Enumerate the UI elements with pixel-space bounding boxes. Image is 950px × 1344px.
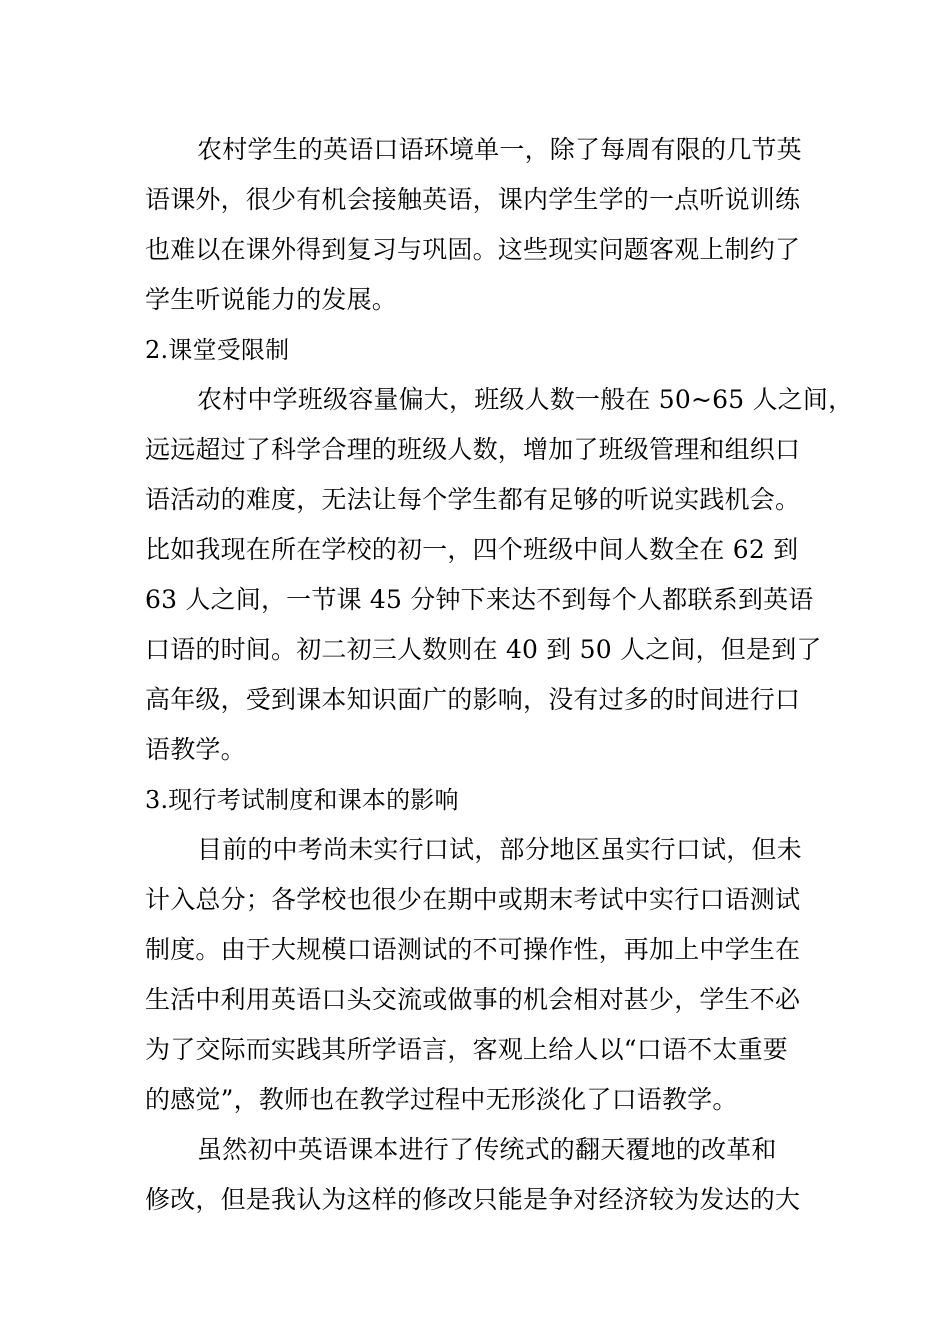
text-line: 修改，但是我认为这样的修改只能是争对经济较为发达的大: [145, 1185, 801, 1214]
text-line: 生活中利用英语口头交流或做事的机会相对甚少，学生不必: [145, 985, 801, 1014]
text-line: 学生听说能力的发展。: [145, 285, 398, 314]
text-line: 计入总分；各学校也很少在期中或期末考试中实行口语测试: [145, 885, 801, 914]
text-line: 农村中学班级容量偏大，班级人数一般在 50~65 人之间，: [197, 385, 854, 414]
text-line: 虽然初中英语课本进行了传统式的翻天覆地的改革和: [197, 1135, 777, 1164]
text-line: 的感觉”，教师也在教学过程中无形淡化了口语教学。: [145, 1085, 738, 1114]
text-line: 语教学。: [145, 735, 246, 764]
section-heading-classroom: 2.课堂受限制: [145, 336, 290, 364]
text-line: 为了交际而实践其所学语言，客观上给人以“口语不太重要: [145, 1035, 788, 1064]
text-line: 也难以在课外得到复习与巩固。这些现实问题客观上制约了: [145, 235, 801, 264]
text-line: 63 人之间，一节课 45 分钟下来达不到每个人都联系到英语: [145, 585, 814, 614]
section-heading-exam-system: 3.现行考试制度和课本的影响: [145, 786, 459, 814]
text-line: 农村学生的英语口语环境单一，除了每周有限的几节英: [197, 135, 802, 164]
text-line: 比如我现在所在学校的初一，四个班级中间人数全在 62 到: [145, 535, 799, 564]
text-line: 语课外，很少有机会接触英语，课内学生学的一点听说训练: [145, 185, 801, 214]
text-line: 制度。由于大规模口语测试的不可操作性，再加上中学生在: [145, 935, 801, 964]
text-line: 高年级，受到课本知识面广的影响，没有过多的时间进行口: [145, 685, 801, 714]
text-line: 目前的中考尚未实行口试，部分地区虽实行口试，但未: [197, 835, 802, 864]
text-line: 语活动的难度，无法让每个学生都有足够的听说实践机会。: [145, 485, 801, 514]
text-line: 远远超过了科学合理的班级人数，增加了班级管理和组织口: [145, 435, 801, 464]
text-line: 口语的时间。初二初三人数则在 40 到 50 人之间，但是到了: [145, 635, 822, 664]
